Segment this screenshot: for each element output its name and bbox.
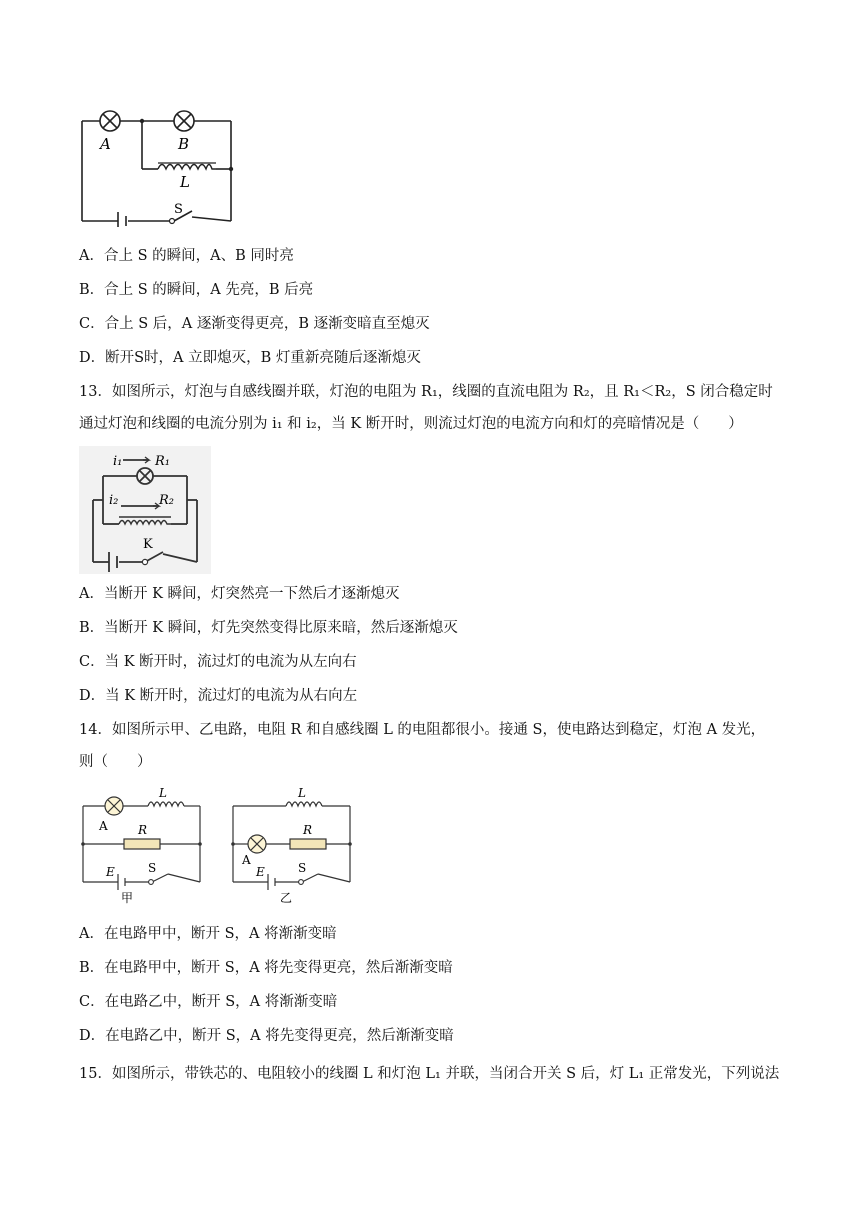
q12-circuit-figure (78, 105, 238, 227)
q12-option-b: B．合上 S 的瞬间，A 先亮，B 后亮 (79, 282, 314, 298)
q13-option-d: D．当 K 断开时，流过灯的电流为从右向左 (79, 688, 358, 704)
q12-option-a: A．合上 S 的瞬间，A、B 同时亮 (79, 248, 294, 264)
q14-jia-coil-label: L (159, 786, 167, 800)
q14-option-c: C．在电路乙中，断开 S，A 将渐渐变暗 (79, 994, 338, 1010)
q14-option-a: A．在电路甲中，断开 S，A 将渐渐变暗 (79, 926, 337, 942)
q13-switch-label: K (143, 537, 153, 552)
q13-stem-line2: 通过灯泡和线圈的电流分别为 i₁ 和 i₂，当 K 断开时，则流过灯泡的电流方向和灯的亮暗情况是（ ） (79, 416, 743, 432)
q13-i2-label: i₂ (109, 493, 119, 508)
q13-stem-line1: 13．如图所示，灯泡与自感线圈并联，灯泡的电阻为 R₁，线圈的直流电阻为 R₂，且 R₁＜R₂，S 闭合稳定时 (79, 384, 773, 400)
q14-yi-lamp-label: A (242, 853, 251, 867)
q13-i1-label: i₁ (113, 454, 123, 469)
q12-switch-label: S (174, 202, 183, 217)
q12-lamp-a-label: A (100, 135, 111, 153)
q12-coil-label: L (180, 173, 190, 191)
q14-yi-coil-label: L (298, 786, 306, 800)
q15-stem-line1: 15．如图所示，带铁芯的、电阻较小的线圈 L 和灯泡 L₁ 并联，当闭合开关 S 后，灯 L₁ 正常发光，下列说法 (79, 1066, 780, 1082)
q14-option-b: B．在电路甲中，断开 S，A 将先变得更亮，然后渐渐变暗 (79, 960, 453, 976)
q14-circuit-jia-figure (80, 786, 206, 910)
q14-stem-line2: 则（ ） (79, 754, 152, 770)
q14-jia-lamp-label: A (99, 819, 108, 833)
q12-option-c: C．合上 S 后，A 逐渐变得更亮，B 逐渐变暗直至熄灭 (79, 316, 430, 332)
q13-option-c: C．当 K 断开时，流过灯的电流为从左向右 (79, 654, 357, 670)
q14-jia-resistor-label: R (138, 823, 148, 837)
q14-yi-resistor-label: R (303, 823, 313, 837)
q14-yi-caption: 乙 (280, 891, 293, 905)
q14-jia-caption: 甲 (121, 891, 134, 905)
q13-r2-label: R₂ (159, 493, 174, 508)
q14-option-d: D．在电路乙中，断开 S，A 将先变得更亮，然后渐渐变暗 (79, 1028, 454, 1044)
q14-stem-line1: 14．如图所示甲、乙电路，电阻 R 和自感线圈 L 的电阻都很小。接通 S，使电路达到稳定，灯泡 A 发光， (79, 722, 766, 738)
q14-yi-switch-label: S (298, 861, 307, 875)
q13-option-b: B．当断开 K 瞬间，灯先突然变得比原来暗，然后逐渐熄灭 (79, 620, 458, 636)
q12-option-d: D．断开S时，A 立即熄灭，B 灯重新亮随后逐渐熄灭 (79, 350, 421, 366)
q14-circuit-yi-figure (230, 786, 356, 910)
q13-option-a: A．当断开 K 瞬间，灯突然亮一下然后才逐渐熄灭 (79, 586, 400, 602)
q12-lamp-b-label: B (178, 135, 190, 153)
q14-yi-battery-label: E (256, 865, 265, 879)
q13-circuit-figure (79, 446, 211, 574)
q14-jia-switch-label: S (148, 861, 157, 875)
q13-r1-label: R₁ (155, 454, 170, 469)
q14-jia-battery-label: E (106, 865, 115, 879)
